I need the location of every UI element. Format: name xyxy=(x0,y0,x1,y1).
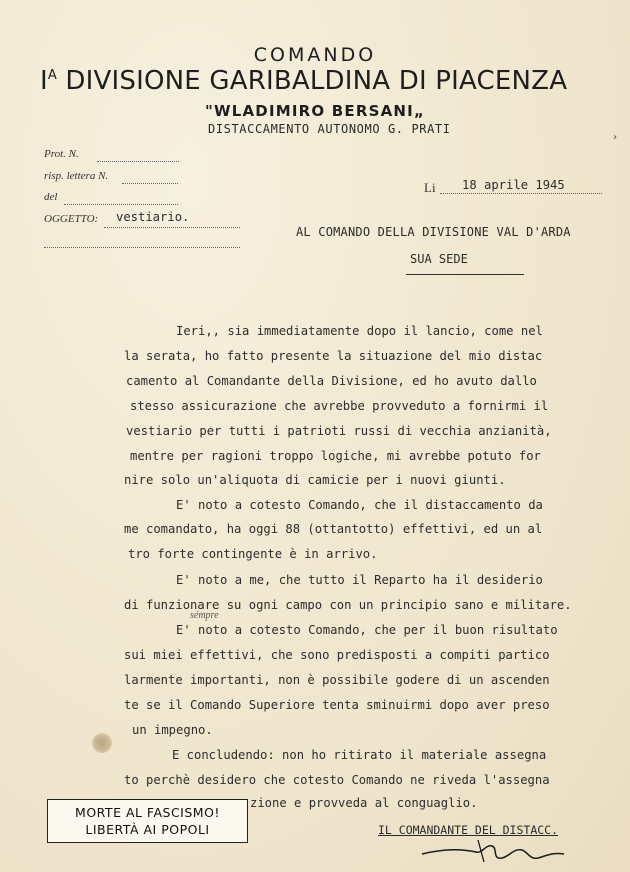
oggetto-line-2 xyxy=(44,246,240,248)
stamp-line-1: MORTE AL FASCISMO! xyxy=(75,805,220,820)
letterhead-detachment: DISTACCAMENTO AUTONOMO G. PRATI xyxy=(208,122,451,136)
body-line: E' noto a cotesto Comando, che per il buon risultato xyxy=(176,623,558,637)
date-prefix: Li xyxy=(424,180,436,195)
body-line: E' noto a cotesto Comando, che il distaccamento da xyxy=(176,498,543,512)
letterhead-brigade-name: "WLADIMIRO BERSANI„ xyxy=(204,102,426,120)
prot-label: Prot. N. xyxy=(44,148,79,160)
body-line: sui miei effettivi, che sono predisposti a compiti partico xyxy=(124,648,550,662)
addressee-underline xyxy=(406,274,524,275)
body-line: la serata, ho fatto presente la situazione del mio distac xyxy=(124,349,543,363)
paper-stain xyxy=(92,733,112,753)
body-line: E concludendo: non ho ritirato il materiale assegna xyxy=(172,748,547,762)
risp-label: risp. lettera N. xyxy=(44,170,109,182)
oggetto-line xyxy=(104,226,240,228)
division-name: DIVISIONE GARIBALDINA DI PIACENZA xyxy=(56,66,568,96)
body-line: to perchè desidero che cotesto Comando ne riveda l'assegna xyxy=(124,773,550,787)
margin-mark: › xyxy=(612,132,619,143)
body-line: tro forte contingente è in arrivo. xyxy=(128,547,378,561)
date-value: 18 aprile 1945 xyxy=(462,178,565,192)
division-ordinal: I xyxy=(40,66,48,96)
handwritten-signature xyxy=(418,832,568,872)
body-line: Ieri,, sia immediatamente dopo il lancio, come nel xyxy=(176,324,543,338)
body-line: larmente importanti, non è possibile godere di un ascenden xyxy=(124,673,550,687)
handwritten-insertion: sémpre xyxy=(190,610,219,621)
division-ordinal-sup: A xyxy=(47,68,57,83)
oggetto-value: vestiario. xyxy=(116,210,190,224)
risp-line xyxy=(122,182,178,184)
body-line: di funzionare su ogni campo con un principio sano e militare. xyxy=(124,598,572,612)
letterhead-comando: COMANDO xyxy=(253,44,377,66)
stamp-line-2: LIBERTÀ AI POPOLI xyxy=(85,822,210,837)
addressee-line-1: AL COMANDO DELLA DIVISIONE VAL D'ARDA xyxy=(296,225,571,239)
body-line: vestiario per tutti i patrioti russi di vecchia anzianità, xyxy=(126,424,552,438)
body-line: camento al Comandante della Divisione, ed ho avuto dallo xyxy=(126,374,537,388)
letterhead-division xyxy=(40,66,567,96)
body-line: E' noto a me, che tutto il Reparto ha il desiderio xyxy=(176,573,543,587)
body-line: nire solo un'aliquota di camicie per i nuovi giunti. xyxy=(124,473,506,487)
body-line: un impegno. xyxy=(132,723,213,737)
body-line: te se il Comando Superiore tenta sminuirmi dopo aver preso xyxy=(124,698,550,712)
body-line: me comandato, ha oggi 88 (ottantotto) effettivi, ed un al xyxy=(124,522,543,536)
body-line: mentre per ragioni troppo logiche, mi avrebbe potuto for xyxy=(130,449,541,463)
oggetto-label: OGGETTO: xyxy=(44,213,99,225)
antifascist-stamp xyxy=(47,799,248,843)
body-line: zione e provveda al conguaglio. xyxy=(250,796,478,810)
body-line: stesso assicurazione che avrebbe provveduto a fornirmi il xyxy=(130,399,549,413)
del-label: del xyxy=(44,191,58,203)
signature-title: IL COMANDANTE DEL DISTACC. xyxy=(378,823,559,837)
addressee-line-2: SUA SEDE xyxy=(410,252,468,266)
date-line xyxy=(440,192,602,194)
del-line xyxy=(64,203,178,205)
prot-line xyxy=(97,160,179,162)
